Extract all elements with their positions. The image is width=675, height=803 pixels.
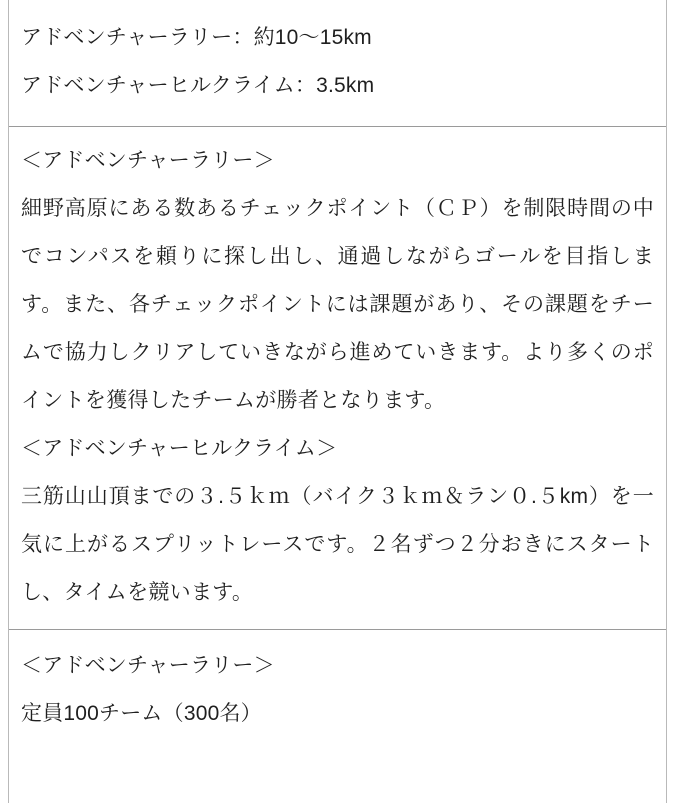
page-left-margin bbox=[0, 0, 9, 803]
capacity-value bbox=[21, 690, 654, 738]
capacity-heading bbox=[21, 642, 654, 690]
table-row-description bbox=[9, 127, 666, 630]
distance-rally-line: アドベンチャーラリー：約10〜15km bbox=[21, 26, 372, 49]
rally-heading bbox=[21, 137, 654, 185]
rally-description bbox=[21, 185, 654, 425]
table-row-distance bbox=[9, 0, 666, 127]
hillclimb-description-text: 三筋山山頂までの３.５ｋｍ（バイク３ｋｍ＆ラン０.５km）を一気に上がるスプリットレースです。２名ずつ２分おきにスタートし、タイムを競います。 bbox=[21, 485, 654, 604]
table-row-capacity bbox=[9, 630, 666, 750]
page-right-margin bbox=[666, 0, 675, 803]
rally-heading-text: ＜アドベンチャーラリー＞ bbox=[21, 149, 275, 172]
info-table bbox=[9, 0, 666, 803]
hillclimb-heading bbox=[21, 425, 654, 473]
capacity-value-text: 定員100チーム（300名） bbox=[21, 702, 262, 725]
distance-hillclimb-line: アドベンチャーヒルクライム：3.5km bbox=[21, 74, 375, 97]
capacity-heading-text: ＜アドベンチャーラリー＞ bbox=[21, 654, 275, 677]
rally-description-text: 細野高原にある数あるチェックポイント（ＣＰ）を制限時間の中でコンパスを頼りに探し出し、通過しながらゴールを目指します。また、各チェックポイントには課題があり、その課題をチームで協力しクリアしていきながら進めていきます。より多くのポイントを獲得したチームが勝者となります。 bbox=[21, 197, 654, 412]
hillclimb-description bbox=[21, 473, 654, 617]
hillclimb-heading-text: ＜アドベンチャーヒルクライム＞ bbox=[21, 437, 338, 460]
